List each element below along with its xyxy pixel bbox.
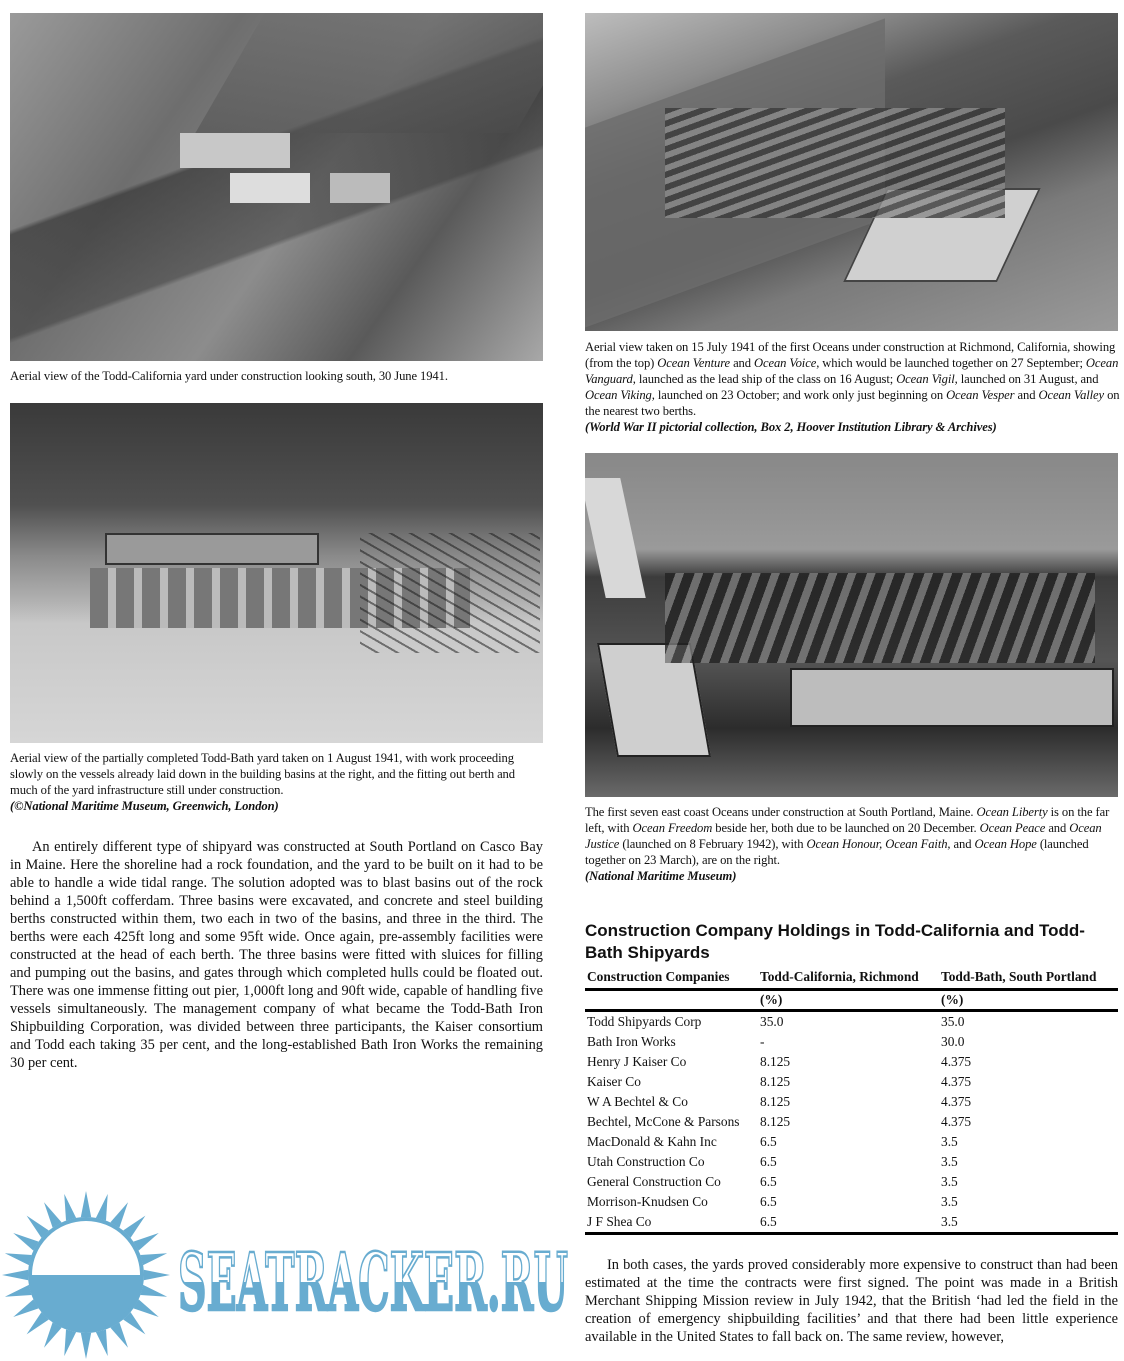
photo-credit: (©National Maritime Museum, Greenwich, London) bbox=[10, 799, 279, 813]
sun-ray bbox=[44, 1322, 62, 1347]
caption-text: on the nearest two berths. bbox=[585, 388, 1120, 418]
company-cell: J F Shea Co bbox=[585, 1212, 758, 1234]
ship-name: Ocean Hope bbox=[974, 837, 1037, 851]
sun-ray bbox=[140, 1285, 167, 1297]
percent-cell: 4.375 bbox=[941, 1054, 972, 1069]
sun-icon bbox=[2, 1191, 170, 1359]
table-row bbox=[585, 1132, 1118, 1152]
ship-name: Ocean Peace bbox=[979, 821, 1046, 835]
column-header: Todd-California, Richmond bbox=[758, 968, 939, 990]
percent-cell: 3.5 bbox=[939, 1212, 1118, 1234]
watermark-text: SEATRACKER.RU bbox=[178, 1235, 568, 1329]
table-row bbox=[585, 1112, 1118, 1132]
table-row bbox=[585, 1152, 1118, 1172]
sun-ray bbox=[123, 1312, 145, 1334]
company-cell: MacDonald & Kahn Inc bbox=[587, 1134, 717, 1149]
table-header-row bbox=[585, 968, 1118, 990]
percent-cell: 8.125 bbox=[760, 1054, 791, 1069]
caption-text: and bbox=[950, 837, 975, 851]
sun-ray bbox=[110, 1322, 128, 1347]
percent-cell: 8.125 bbox=[760, 1074, 791, 1089]
caption-richmond bbox=[585, 339, 1120, 435]
percent-cell: 6.5 bbox=[760, 1174, 777, 1189]
company-cell: Bath Iron Works bbox=[587, 1034, 676, 1049]
holdings-table bbox=[585, 968, 1118, 1235]
ship-name: Ocean Vigil, bbox=[896, 372, 958, 386]
sun-ray bbox=[27, 1312, 49, 1334]
ship-name: Ocean Liberty bbox=[976, 805, 1048, 819]
caption-south-portland bbox=[585, 804, 1120, 884]
sun-ray bbox=[81, 1191, 91, 1217]
ship-name: Ocean Valley bbox=[1038, 388, 1105, 402]
ship-name: Ocean Vanguard bbox=[585, 356, 1119, 386]
percent-cell: 8.125 bbox=[760, 1094, 791, 1109]
sun-ray bbox=[133, 1299, 158, 1317]
company-cell: Morrison-Knudsen Co bbox=[587, 1194, 708, 1209]
caption-text: , which would be launched together on 27 September; bbox=[816, 356, 1086, 370]
sun-ray bbox=[5, 1253, 32, 1265]
ship-name: Ocean Honour, Ocean Faith, bbox=[806, 837, 951, 851]
sun-ray bbox=[13, 1233, 38, 1251]
table-title: Construction Company Holdings in Todd-California and Todd-Bath Shipyards bbox=[585, 921, 1085, 962]
company-cell: Henry J Kaiser Co bbox=[587, 1054, 687, 1069]
sun-ray bbox=[5, 1285, 32, 1297]
percent-cell: 8.125 bbox=[760, 1114, 791, 1129]
sun-ray bbox=[140, 1253, 167, 1265]
ship-name: Ocean Viking, bbox=[585, 388, 655, 402]
table-row bbox=[585, 1212, 1118, 1234]
table-row bbox=[585, 1092, 1118, 1112]
ship-name: Ocean Freedom bbox=[632, 821, 713, 835]
percent-cell: 30.0 bbox=[941, 1034, 965, 1049]
sun-ray bbox=[123, 1216, 145, 1238]
sun-ray bbox=[144, 1270, 170, 1280]
percent-cell: 3.5 bbox=[941, 1134, 958, 1149]
photo-todd-bath-aerial bbox=[10, 403, 543, 743]
percent-cell: 4.375 bbox=[941, 1074, 972, 1089]
table-row bbox=[585, 1072, 1118, 1092]
table-row bbox=[585, 1032, 1118, 1052]
percent-cell: 3.5 bbox=[941, 1174, 958, 1189]
sun-ray bbox=[96, 1329, 108, 1356]
sun-ray bbox=[110, 1202, 128, 1227]
seatracker-watermark-logo bbox=[0, 1175, 575, 1361]
photo-todd-california-aerial bbox=[10, 13, 543, 361]
sun-ray bbox=[64, 1329, 76, 1356]
percent-cell: 3.5 bbox=[941, 1194, 958, 1209]
table-row bbox=[585, 1172, 1118, 1192]
unit-cell bbox=[585, 990, 758, 1011]
caption-text: and bbox=[1045, 821, 1070, 835]
unit-cell: (%) bbox=[758, 990, 939, 1011]
caption-text: (launched on 8 February 1942), with bbox=[619, 837, 807, 851]
body-paragraph-costs: In both cases, the yards proved considerably more expensive to construct than had been estimated at the time the contracts were first signed. The point was made in a British Merchant Shipping Mission review in July 1942, that the British ‘had led the field in the creation of emergency shipbuilding facilities’ and that there had been little experience available in the United States to fall back on. The same review, however, bbox=[585, 1257, 1118, 1345]
caption-text: and bbox=[1014, 388, 1039, 402]
company-cell: W A Bechtel & Co bbox=[587, 1094, 688, 1109]
caption-text: , launched as the lead ship of the class on 16 August; bbox=[632, 372, 897, 386]
photo-south-portland-aerial bbox=[585, 453, 1118, 797]
table-row bbox=[585, 1192, 1118, 1212]
ship-name: Ocean Voice bbox=[754, 356, 817, 370]
caption-text: beside her, both due to be launched on 20 December. bbox=[712, 821, 980, 835]
caption-todd-california: Aerial view of the Todd-California yard under construction looking south, 30 June 1941. bbox=[10, 369, 448, 383]
photo-credit: (National Maritime Museum) bbox=[585, 869, 737, 883]
sun-ray bbox=[2, 1270, 28, 1280]
body-paragraph-south-portland: An entirely different type of shipyard was constructed at South Portland on Casco Bay in Maine. Here the shoreline had a rock foundation, and the yard to be built on it had to be able to handle a wide tidal range. The solution adopted was to blast basins out of the rock behind a 1,500ft cofferdam. Three basins were excavated, and concrete and steel building berths constructed within them, two each in two of the basins, and three in the third. The berths were each 425ft long and some 95ft wide. Once again, pre-assembly facilities were constructed at the head of each berth. The three basins were fitted with sluices for filling and pumping out the basins, and gates through which completed hulls could be floated out. There was one immense fitting out pier, 1,000ft long and 90ft wide, capable of handling five vessels simultaneously. The management company of what became the Todd-Bath Iron Shipbuilding Corporation, was divided between three participants, the Kaiser consortium and Todd each taking 35 per cent, and the long-established Bath Iron Works the remaining 30 per cent. bbox=[10, 839, 543, 1071]
caption-text: launched on 31 August, and bbox=[957, 372, 1099, 386]
table-row bbox=[585, 1052, 1118, 1072]
sun-ray bbox=[44, 1202, 62, 1227]
caption-text: and bbox=[730, 356, 754, 370]
caption-text: The first seven east coast Oceans under construction at South Portland, Maine. bbox=[585, 805, 977, 819]
photo-richmond-aerial bbox=[585, 13, 1118, 331]
percent-cell: 4.375 bbox=[941, 1114, 972, 1129]
ship-name: Ocean Venture bbox=[657, 356, 731, 370]
percent-cell: 35.0 bbox=[941, 1014, 965, 1029]
company-cell: General Construction Co bbox=[587, 1174, 721, 1189]
company-cell: Bechtel, McCone & Parsons bbox=[587, 1114, 740, 1129]
percent-cell: 6.5 bbox=[758, 1212, 939, 1234]
sun-ray bbox=[81, 1333, 91, 1359]
percent-cell: 35.0 bbox=[760, 1014, 784, 1029]
caption-todd-bath bbox=[10, 750, 543, 814]
ship-name: Ocean Vesper bbox=[946, 388, 1015, 402]
sun-ray bbox=[13, 1299, 38, 1317]
caption-text: is on the far left, with bbox=[585, 805, 1110, 835]
company-cell: Kaiser Co bbox=[587, 1074, 641, 1089]
table-units-row bbox=[585, 990, 1118, 1011]
sun-ray bbox=[27, 1216, 49, 1238]
sun-ray bbox=[96, 1194, 108, 1221]
sun-ray bbox=[133, 1233, 158, 1251]
company-cell: Utah Construction Co bbox=[587, 1154, 705, 1169]
percent-cell: 4.375 bbox=[941, 1094, 972, 1109]
caption-text: Aerial view of the partially completed Todd-Bath yard taken on 1 August 1941, with work proceeding slowly on the vessels already laid down in the building basins at the right, and the fitting out berth and much of the yard infrastructure still under construction. bbox=[10, 751, 515, 797]
unit-cell: (%) bbox=[939, 990, 1118, 1011]
percent-cell: 6.5 bbox=[760, 1194, 777, 1209]
percent-cell: 6.5 bbox=[760, 1154, 777, 1169]
column-header: Todd-Bath, South Portland bbox=[939, 968, 1118, 990]
sun-ray bbox=[64, 1194, 76, 1221]
photo-credit: (World War II pictorial collection, Box 2, Hoover Institution Library & Archives) bbox=[585, 420, 997, 434]
company-cell: Todd Shipyards Corp bbox=[587, 1014, 702, 1029]
caption-text: launched on 23 October; and work only just beginning on bbox=[654, 388, 947, 402]
percent-cell: 6.5 bbox=[760, 1134, 777, 1149]
caption-text: Aerial view taken on 15 July 1941 of the first Oceans under construction at Richmond, California, showing (from the top) bbox=[585, 340, 1116, 370]
ship-name: Ocean Justice bbox=[585, 821, 1102, 851]
caption-text: (launched together on 23 March), are on the right. bbox=[585, 837, 1089, 867]
percent-cell: 3.5 bbox=[941, 1154, 958, 1169]
table-row bbox=[585, 1011, 1118, 1033]
percent-cell: - bbox=[760, 1034, 765, 1049]
column-header: Construction Companies bbox=[585, 968, 758, 990]
